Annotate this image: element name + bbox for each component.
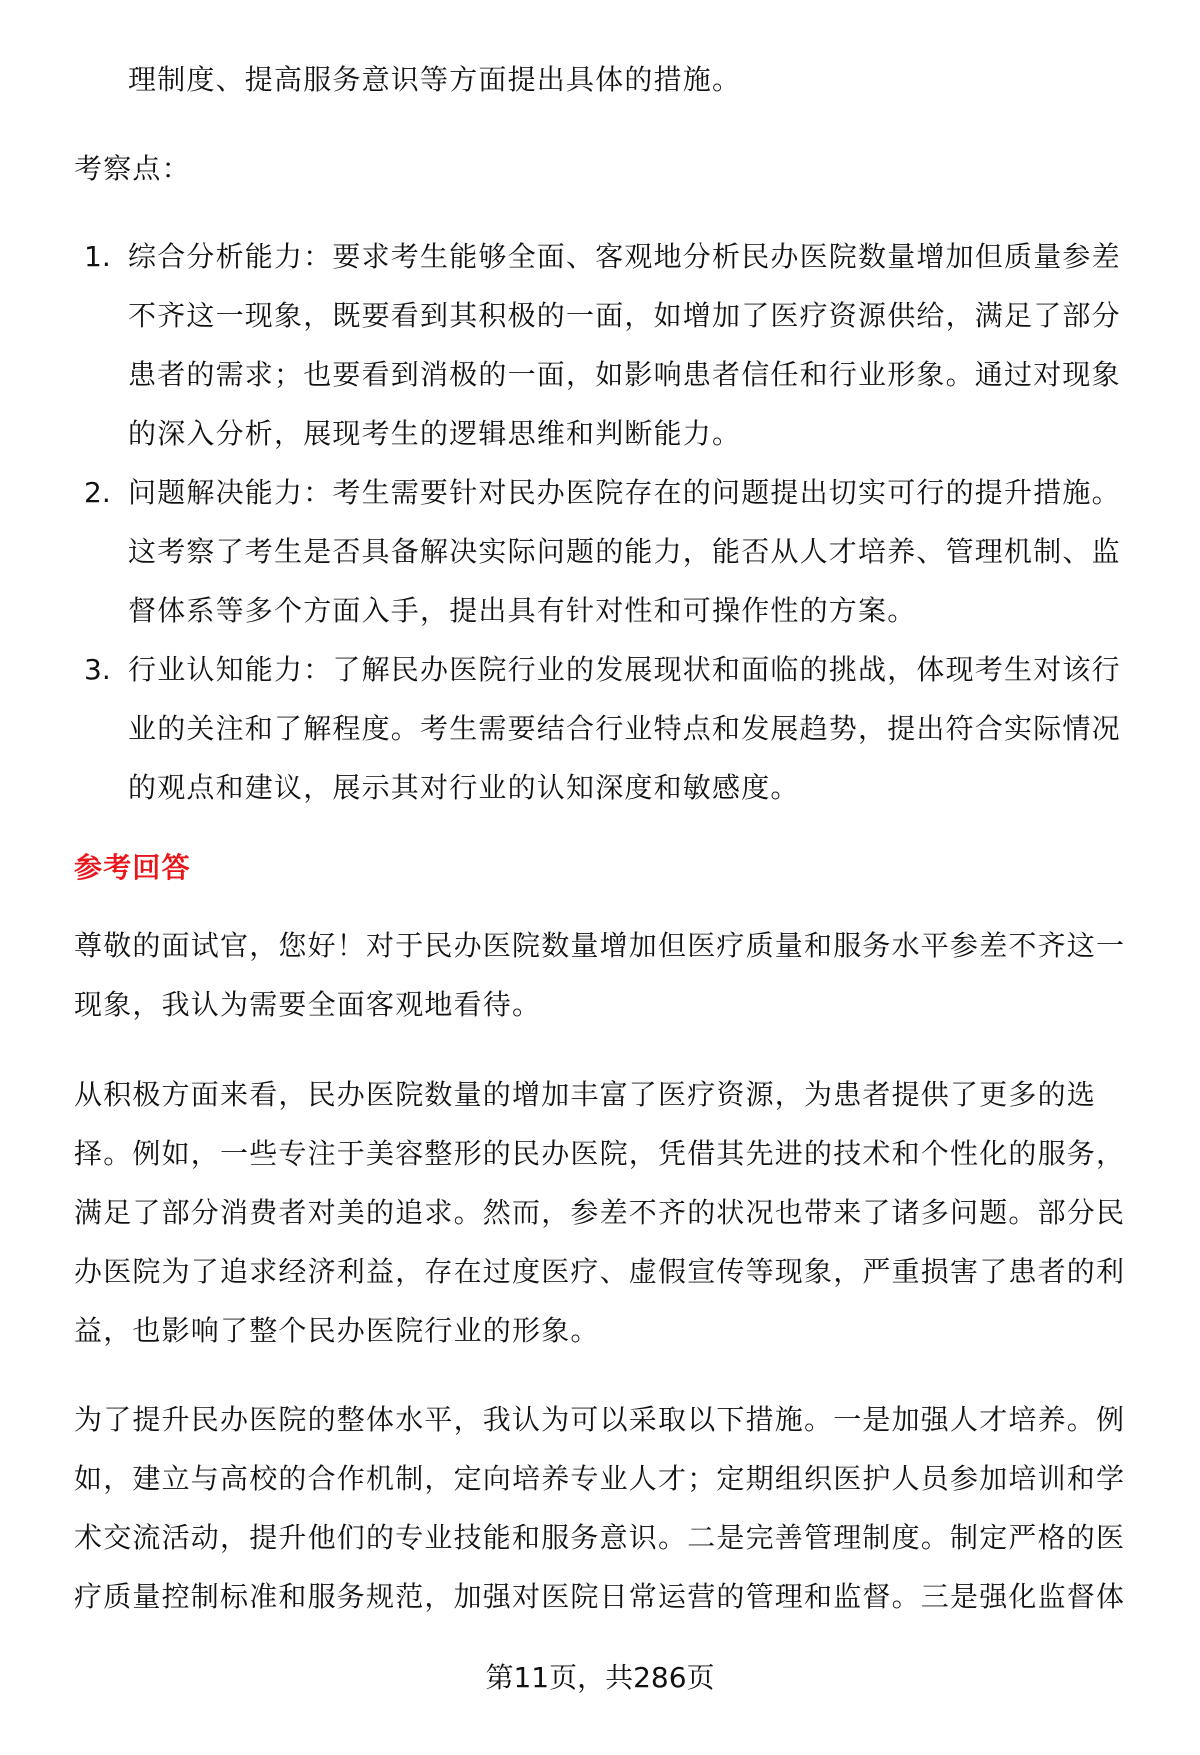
- text-line: 这考察了考生是否具备解决实际问题的能力，能否从人才培养、管理机制、监: [128, 535, 1121, 568]
- text-line: 如，建立与高校的合作机制，定向培养专业人才；定期组织医护人员参加培训和学: [74, 1462, 1126, 1495]
- text-line: 疗质量控制标准和服务规范，加强对医院日常运营的管理和监督。三是强化监督体: [74, 1580, 1126, 1613]
- text-line: 问题解决能力：考生需要针对民办医院存在的问题提出切实可行的提升措施。: [128, 476, 1121, 509]
- text-line: 尊敬的面试官，您好！对于民办医院数量增加但医疗质量和服务水平参差不齐这一: [74, 929, 1126, 962]
- text-line: 的观点和建议，展示其对行业的认知深度和敏感度。: [128, 771, 800, 804]
- exam-point-3: [84, 640, 1140, 817]
- text-line: 现象，我认为需要全面客观地看待。: [74, 988, 542, 1021]
- exam-points-label: [74, 139, 1140, 198]
- text-line: 督体系等多个方面入手，提出具有针对性和可操作性的方案。: [128, 594, 917, 627]
- text-line: 不齐这一现象，既要看到其积极的一面，如增加了医疗资源供给，满足了部分: [128, 299, 1121, 332]
- text-line: 业的关注和了解程度。考生需要结合行业特点和发展趋势，提出符合实际情况: [128, 712, 1121, 745]
- text-line: 满足了部分消费者对美的追求。然而，参差不齐的状况也带来了诸多问题。部分民: [74, 1196, 1126, 1229]
- text-line: 从积极方面来看，民办医院数量的增加丰富了医疗资源，为患者提供了更多的选: [74, 1078, 1097, 1111]
- text-line: 办医院为了追求经济利益，存在过度医疗、虚假宣传等现象，严重损害了患者的利: [74, 1255, 1126, 1288]
- text-line: 理制度、提高服务意识等方面提出具体的措施。: [128, 63, 742, 96]
- text-line: 益，也影响了整个民办医院行业的形象。: [74, 1314, 600, 1347]
- exam-point-1: [84, 227, 1140, 463]
- text-line: 为了提升民办医院的整体水平，我认为可以采取以下措施。一是加强人才培养。例: [74, 1403, 1126, 1436]
- answer-heading: [74, 838, 1140, 897]
- intro-tail: [128, 50, 1140, 109]
- section-label: 考察点：: [74, 152, 191, 185]
- text-line: 择。例如，一些专注于美容整形的民办医院，凭借其先进的技术和个性化的服务，: [74, 1137, 1126, 1170]
- text-line: 患者的需求；也要看到消极的一面，如影响患者信任和行业形象。通过对现象: [128, 358, 1121, 391]
- section-heading: 参考回答: [74, 851, 191, 884]
- text-line: 行业认知能力：了解民办医院行业的发展现状和面临的挑战，体现考生对该行: [128, 653, 1121, 686]
- page-number: 第11页，共286页: [485, 1661, 715, 1694]
- text-line: 综合分析能力：要求考生能够全面、客观地分析民办医院数量增加但质量参差: [128, 240, 1121, 273]
- list-number: 2.: [84, 476, 111, 509]
- answer-paragraph-1: [74, 916, 1140, 1034]
- text-line: 的深入分析，展现考生的逻辑思维和判断能力。: [128, 417, 742, 450]
- answer-paragraph-3: [74, 1390, 1140, 1626]
- list-number: 1.: [84, 240, 111, 273]
- exam-point-2: [84, 463, 1140, 640]
- list-number: 3.: [84, 653, 111, 686]
- answer-paragraph-2: [74, 1065, 1140, 1360]
- text-line: 术交流活动，提升他们的专业技能和服务意识。二是完善管理制度。制定严格的医: [74, 1521, 1126, 1554]
